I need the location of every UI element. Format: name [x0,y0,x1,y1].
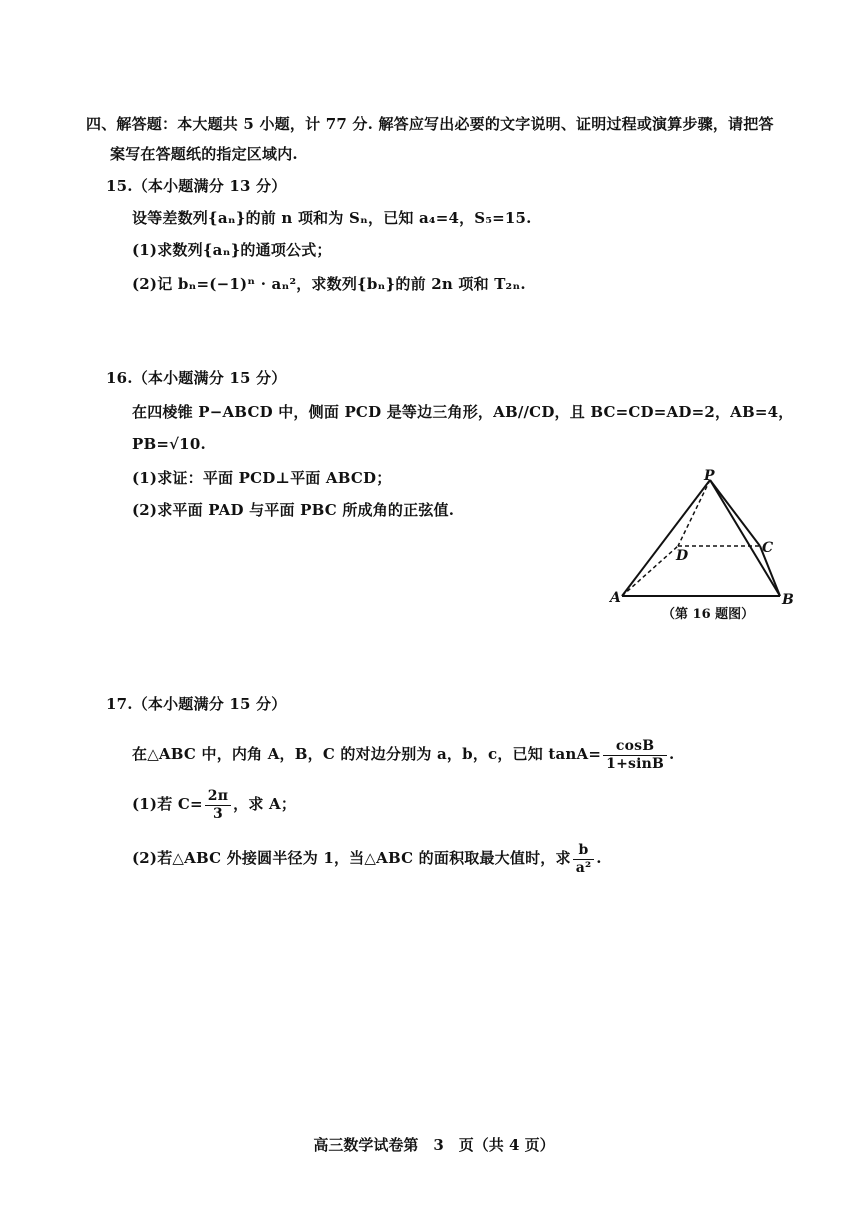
label-D: D [676,548,689,564]
fraction-denominator: a² [575,859,592,876]
fraction-numerator: b [573,842,595,860]
figure-caption: （第 16 题图） [662,607,755,622]
q16-stem-line1: 在四棱锥 P−ABCD 中，侧面 PCD 是等边三角形，AB//CD，且 BC=CD=AD=2，AB=4， [132,403,794,421]
q17-part2-end: . [596,849,602,867]
edge-AD [622,546,678,596]
q15-title: 15.（本小题满分 13 分） [106,177,287,195]
q17-part1 [132,784,296,824]
label-C: C [762,540,774,556]
label-B: B [782,592,794,608]
q16-stem-line2: PB=√10. [132,435,206,453]
pyramid-figure [600,462,810,632]
page-footer: 高三数学试卷第 3 页（共 4 页） [313,1136,555,1154]
q17-stem-fraction [603,738,667,773]
fraction-denominator: 1+sinB [606,755,665,772]
fraction-numerator: cosB [603,738,667,756]
q17-part1-text: (1)若 C= [132,795,203,813]
q17-part2 [132,838,602,878]
q16-part1: (1)求证：平面 PCD⊥平面 ABCD； [132,469,392,487]
q17-part2-text: (2)若△ABC 外接圆半径为 1，当△ABC 的面积取最大值时，求 [132,849,571,867]
q16-part2: (2)求平面 PAD 与平面 PBC 所成角的正弦值. [132,501,455,519]
q17-stem-text: 在△ABC 中，内角 A，B，C 的对边分别为 a，b，c，已知 tanA= [132,745,602,763]
edge-PC [710,480,760,546]
edge-PA [622,480,710,596]
q16-title: 16.（本小题满分 15 分） [106,369,287,387]
q17-part2-fraction [573,842,595,877]
q17-title: 17.（本小题满分 15 分） [106,695,287,713]
edge-PB [710,480,780,596]
section-header-continued: 案写在答题纸的指定区域内. [110,145,298,163]
edge-PD [678,480,710,546]
q15-stem: 设等差数列{aₙ}的前 n 项和为 Sₙ，已知 a₄=4，S₅=15. [132,209,532,227]
q17-stem-end: . [669,745,675,763]
q17-part1-end: ，求 A； [233,795,297,813]
q15-part1: (1)求数列{aₙ}的通项公式； [132,241,332,259]
label-P: P [704,468,715,484]
fraction-denominator: 3 [212,805,223,822]
section-header: 四、解答题：本大题共 5 小题，计 77 分. 解答应写出必要的文字说明、证明过程或演算步骤，请把答 [86,115,774,133]
q17-part1-fraction [205,788,231,823]
q15-part2: (2)记 bₙ=(−1)ⁿ · aₙ²，求数列{bₙ}的前 2n 项和 T₂ₙ. [132,275,526,293]
q17-stem [132,734,674,774]
label-A: A [610,590,621,606]
fraction-numerator: 2π [205,788,231,806]
